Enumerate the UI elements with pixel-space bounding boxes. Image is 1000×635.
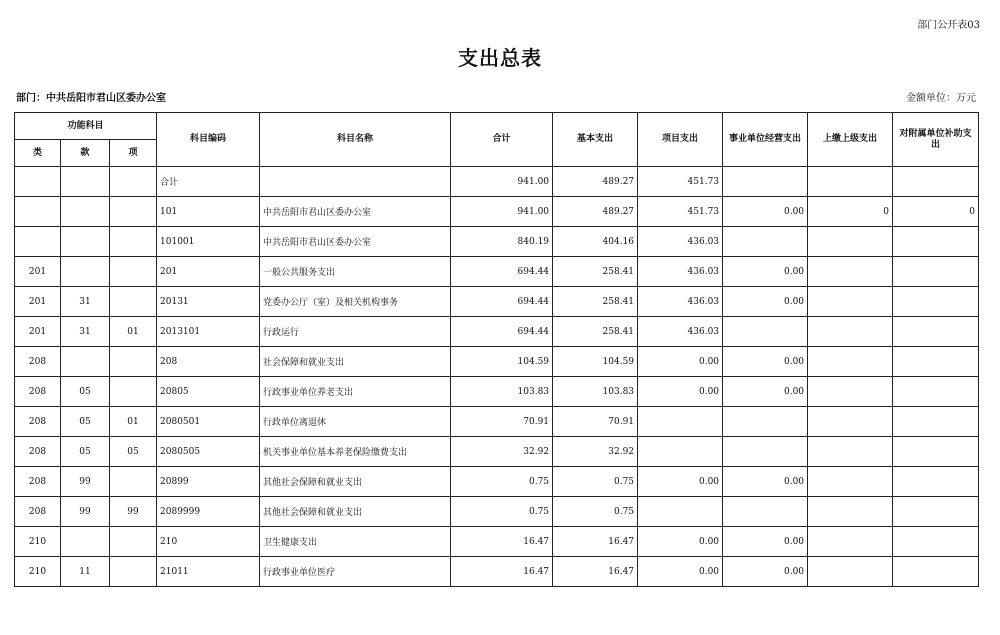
cell-kuan: 05 <box>61 377 110 407</box>
cell-lei: 208 <box>15 377 61 407</box>
cell-project <box>638 407 723 437</box>
cell-total: 16.47 <box>451 527 553 557</box>
cell-lei: 201 <box>15 257 61 287</box>
cell-name <box>260 167 451 197</box>
cell-business: 0.00 <box>723 527 808 557</box>
cell-project: 0.00 <box>638 557 723 587</box>
cell-basic: 16.47 <box>553 527 638 557</box>
cell-project: 0.00 <box>638 527 723 557</box>
table-row <box>15 437 979 467</box>
header-code: 科目编码 <box>157 113 260 167</box>
cell-kuan <box>61 197 110 227</box>
cell-xiang <box>110 227 157 257</box>
header-function-subject: 功能科目 <box>15 113 157 140</box>
cell-kuan <box>61 167 110 197</box>
cell-basic: 258.41 <box>553 317 638 347</box>
cell-kuan: 31 <box>61 317 110 347</box>
cell-code: 合计 <box>157 167 260 197</box>
cell-total: 103.83 <box>451 377 553 407</box>
cell-xiang <box>110 527 157 557</box>
cell-lei: 208 <box>15 467 61 497</box>
cell-total: 694.44 <box>451 257 553 287</box>
cell-code: 20131 <box>157 287 260 317</box>
cell-name: 行政事业单位医疗 <box>260 557 451 587</box>
cell-name: 机关事业单位基本养老保险缴费支出 <box>260 437 451 467</box>
cell-code: 20805 <box>157 377 260 407</box>
cell-xiang <box>110 197 157 227</box>
header-upper: 上缴上级支出 <box>808 113 893 167</box>
cell-upper <box>808 257 893 287</box>
cell-lei <box>15 197 61 227</box>
cell-code: 101001 <box>157 227 260 257</box>
table-row <box>15 287 979 317</box>
header-subsidy: 对附属单位补助支出 <box>893 113 979 167</box>
cell-project: 436.03 <box>638 257 723 287</box>
cell-code: 20899 <box>157 467 260 497</box>
cell-xiang <box>110 347 157 377</box>
table-row <box>15 557 979 587</box>
table-row <box>15 227 979 257</box>
cell-xiang <box>110 557 157 587</box>
cell-xiang <box>110 167 157 197</box>
cell-code: 210 <box>157 527 260 557</box>
cell-subsidy <box>893 527 979 557</box>
cell-kuan <box>61 347 110 377</box>
cell-subsidy: 0 <box>893 197 979 227</box>
cell-subsidy <box>893 557 979 587</box>
cell-code: 2080505 <box>157 437 260 467</box>
cell-subsidy <box>893 167 979 197</box>
cell-code: 201 <box>157 257 260 287</box>
cell-upper <box>808 437 893 467</box>
cell-name: 行政单位离退休 <box>260 407 451 437</box>
cell-total: 70.91 <box>451 407 553 437</box>
table-row <box>15 347 979 377</box>
cell-xiang <box>110 257 157 287</box>
cell-basic: 489.27 <box>553 167 638 197</box>
cell-upper: 0 <box>808 197 893 227</box>
cell-subsidy <box>893 287 979 317</box>
cell-upper <box>808 557 893 587</box>
form-number: 部门公开表03 <box>917 20 980 31</box>
header-total: 合计 <box>451 113 553 167</box>
cell-code: 101 <box>157 197 260 227</box>
cell-name: 社会保障和就业支出 <box>260 347 451 377</box>
cell-upper <box>808 527 893 557</box>
table-row <box>15 197 979 227</box>
cell-business <box>723 227 808 257</box>
cell-name: 中共岳阳市君山区委办公室 <box>260 197 451 227</box>
cell-subsidy <box>893 437 979 467</box>
cell-business: 0.00 <box>723 467 808 497</box>
cell-xiang <box>110 467 157 497</box>
page-title: 支出总表 <box>458 46 542 70</box>
cell-upper <box>808 467 893 497</box>
cell-project: 451.73 <box>638 167 723 197</box>
cell-upper <box>808 347 893 377</box>
cell-business <box>723 497 808 527</box>
cell-subsidy <box>893 377 979 407</box>
expenditure-table <box>14 112 979 587</box>
cell-total: 840.19 <box>451 227 553 257</box>
cell-code: 2013101 <box>157 317 260 347</box>
cell-name: 其他社会保障和就业支出 <box>260 497 451 527</box>
cell-kuan: 99 <box>61 467 110 497</box>
table-row <box>15 527 979 557</box>
header-kuan: 款 <box>61 140 110 167</box>
cell-kuan <box>61 527 110 557</box>
cell-xiang: 05 <box>110 437 157 467</box>
cell-business <box>723 407 808 437</box>
cell-basic: 258.41 <box>553 257 638 287</box>
cell-project: 436.03 <box>638 227 723 257</box>
department-label: 部门：中共岳阳市君山区委办公室 <box>16 93 166 104</box>
cell-xiang <box>110 287 157 317</box>
cell-code: 21011 <box>157 557 260 587</box>
cell-project: 0.00 <box>638 467 723 497</box>
cell-lei: 201 <box>15 287 61 317</box>
cell-upper <box>808 287 893 317</box>
cell-name: 中共岳阳市君山区委办公室 <box>260 227 451 257</box>
table-row <box>15 377 979 407</box>
table-row <box>15 467 979 497</box>
cell-business: 0.00 <box>723 377 808 407</box>
cell-total: 941.00 <box>451 167 553 197</box>
cell-lei: 208 <box>15 407 61 437</box>
cell-lei <box>15 227 61 257</box>
cell-name: 党委办公厅（室）及相关机构事务 <box>260 287 451 317</box>
cell-business <box>723 167 808 197</box>
cell-kuan: 99 <box>61 497 110 527</box>
cell-subsidy <box>893 407 979 437</box>
cell-code: 2089999 <box>157 497 260 527</box>
header-basic: 基本支出 <box>553 113 638 167</box>
cell-upper <box>808 377 893 407</box>
cell-project: 0.00 <box>638 347 723 377</box>
cell-basic: 70.91 <box>553 407 638 437</box>
cell-kuan <box>61 227 110 257</box>
cell-project <box>638 437 723 467</box>
cell-subsidy <box>893 497 979 527</box>
cell-business: 0.00 <box>723 287 808 317</box>
cell-total: 0.75 <box>451 467 553 497</box>
cell-upper <box>808 407 893 437</box>
cell-subsidy <box>893 317 979 347</box>
cell-xiang: 01 <box>110 407 157 437</box>
cell-total: 694.44 <box>451 317 553 347</box>
cell-project: 436.03 <box>638 287 723 317</box>
cell-total: 32.92 <box>451 437 553 467</box>
cell-business: 0.00 <box>723 347 808 377</box>
cell-basic: 104.59 <box>553 347 638 377</box>
cell-basic: 258.41 <box>553 287 638 317</box>
cell-upper <box>808 167 893 197</box>
cell-kuan: 31 <box>61 287 110 317</box>
cell-basic: 16.47 <box>553 557 638 587</box>
cell-upper <box>808 317 893 347</box>
header-name: 科目名称 <box>260 113 451 167</box>
header-project: 项目支出 <box>638 113 723 167</box>
cell-business <box>723 437 808 467</box>
table-row <box>15 317 979 347</box>
cell-lei: 208 <box>15 497 61 527</box>
table-row <box>15 497 979 527</box>
cell-lei: 208 <box>15 347 61 377</box>
cell-name: 其他社会保障和就业支出 <box>260 467 451 497</box>
cell-business: 0.00 <box>723 257 808 287</box>
cell-kuan: 05 <box>61 437 110 467</box>
cell-total: 16.47 <box>451 557 553 587</box>
cell-lei: 208 <box>15 437 61 467</box>
cell-business: 0.00 <box>723 557 808 587</box>
cell-lei <box>15 167 61 197</box>
cell-basic: 489.27 <box>553 197 638 227</box>
cell-code: 208 <box>157 347 260 377</box>
header-xiang: 项 <box>110 140 157 167</box>
cell-total: 694.44 <box>451 287 553 317</box>
table-row <box>15 257 979 287</box>
cell-subsidy <box>893 257 979 287</box>
cell-name: 行政运行 <box>260 317 451 347</box>
cell-upper <box>808 497 893 527</box>
cell-code: 2080501 <box>157 407 260 437</box>
cell-upper <box>808 227 893 257</box>
cell-project <box>638 497 723 527</box>
cell-basic: 0.75 <box>553 467 638 497</box>
cell-basic: 32.92 <box>553 437 638 467</box>
header-business: 事业单位经营支出 <box>723 113 808 167</box>
cell-total: 0.75 <box>451 497 553 527</box>
header-lei: 类 <box>15 140 61 167</box>
cell-xiang <box>110 377 157 407</box>
cell-lei: 201 <box>15 317 61 347</box>
table-row <box>15 167 979 197</box>
cell-subsidy <box>893 467 979 497</box>
table-body <box>15 167 979 587</box>
cell-project: 0.00 <box>638 377 723 407</box>
cell-total: 104.59 <box>451 347 553 377</box>
cell-basic: 103.83 <box>553 377 638 407</box>
amount-unit-label: 金额单位：万元 <box>906 93 976 104</box>
cell-kuan: 11 <box>61 557 110 587</box>
cell-project: 436.03 <box>638 317 723 347</box>
cell-project: 451.73 <box>638 197 723 227</box>
cell-business <box>723 317 808 347</box>
cell-kuan: 05 <box>61 407 110 437</box>
cell-name: 一般公共服务支出 <box>260 257 451 287</box>
cell-subsidy <box>893 227 979 257</box>
cell-xiang: 01 <box>110 317 157 347</box>
cell-basic: 404.16 <box>553 227 638 257</box>
cell-xiang: 99 <box>110 497 157 527</box>
cell-subsidy <box>893 347 979 377</box>
cell-name: 行政事业单位养老支出 <box>260 377 451 407</box>
cell-business: 0.00 <box>723 197 808 227</box>
cell-lei: 210 <box>15 557 61 587</box>
table-row <box>15 407 979 437</box>
cell-name: 卫生健康支出 <box>260 527 451 557</box>
cell-lei: 210 <box>15 527 61 557</box>
cell-total: 941.00 <box>451 197 553 227</box>
cell-basic: 0.75 <box>553 497 638 527</box>
cell-kuan <box>61 257 110 287</box>
